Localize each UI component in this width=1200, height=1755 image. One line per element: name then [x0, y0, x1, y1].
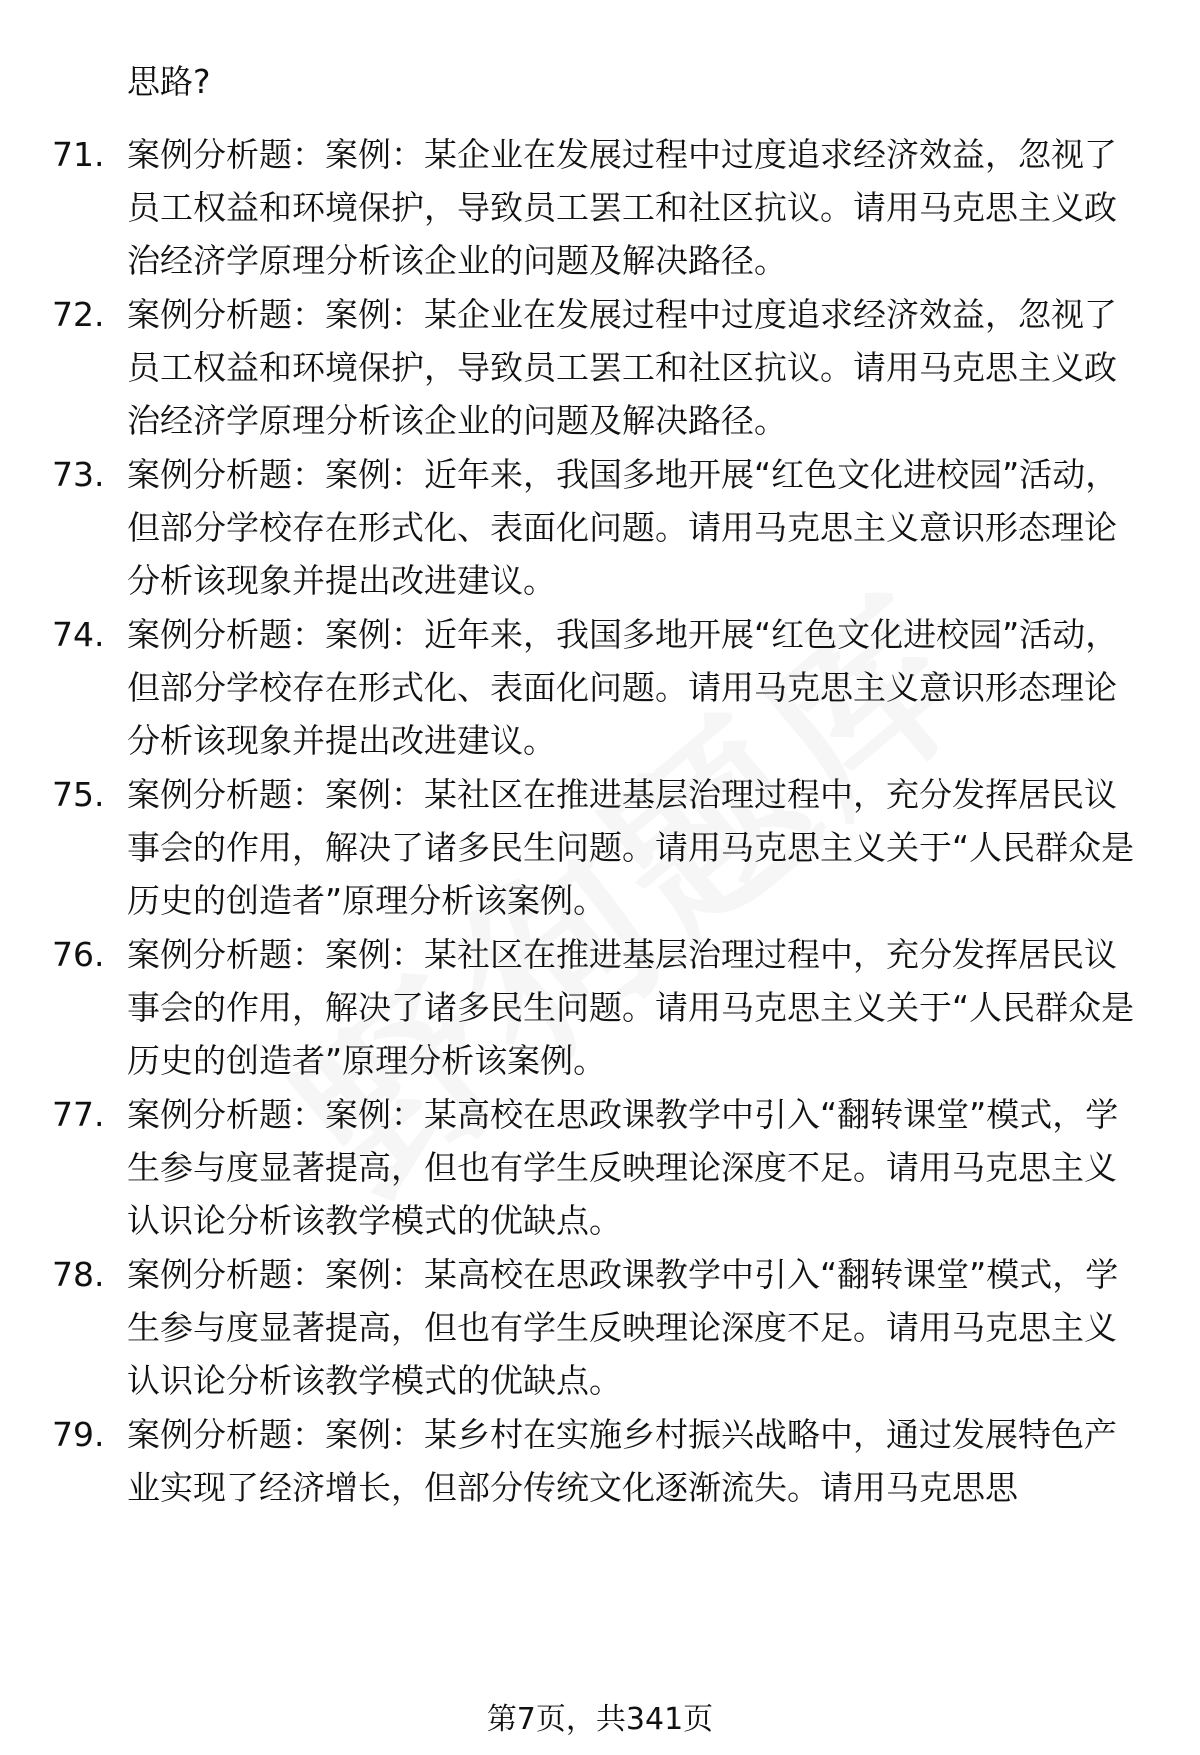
question-text: 案例分析题：案例：某乡村在实施乡村振兴战略中，通过发展特色产业实现了经济增长，但部分传统文化逐渐流失。请用马克思思 [127, 1415, 1117, 1507]
question-number: 78. [52, 1255, 105, 1294]
question-text: 案例分析题：案例：某社区在推进基层治理过程中，充分发挥居民议事会的作用，解决了诸多民生问题。请用马克思主义关于“人民群众是历史的创造者”原理分析该案例。 [127, 775, 1135, 920]
question-text: 案例分析题：案例：近年来，我国多地开展“红色文化进校园”活动，但部分学校存在形式化、表面化问题。请用马克思主义意识形态理论分析该现象并提出改进建议。 [127, 615, 1119, 760]
question-number: 77. [52, 1095, 105, 1134]
question-number: 79. [52, 1415, 105, 1454]
page-footer: 第7页，共341页 [486, 1702, 714, 1737]
question-text: 案例分析题：案例：某企业在发展过程中过度追求经济效益，忽视了员工权益和环境保护，导致员工罢工和社区抗议。请用马克思主义政治经济学原理分析该企业的问题及解决路径。 [127, 295, 1117, 440]
question-number: 73. [52, 455, 105, 494]
question-text: 案例分析题：案例：某高校在思政课教学中引入“翻转课堂”模式，学生参与度显著提高，但也有学生反映理论深度不足。请用马克思主义认识论分析该教学模式的优缺点。 [127, 1255, 1119, 1400]
question-number: 76. [52, 935, 105, 974]
question-number: 71. [52, 135, 105, 174]
question-number: 72. [52, 295, 105, 334]
question-text: 案例分析题：案例：某高校在思政课教学中引入“翻转课堂”模式，学生参与度显著提高，但也有学生反映理论深度不足。请用马克思主义认识论分析该教学模式的优缺点。 [127, 1095, 1119, 1240]
question-number: 75. [52, 775, 105, 814]
question-number: 74. [52, 615, 105, 654]
continued-text: 思路? [127, 62, 211, 101]
question-text: 案例分析题：案例：近年来，我国多地开展“红色文化进校园”活动，但部分学校存在形式化、表面化问题。请用马克思主义意识形态理论分析该现象并提出改进建议。 [127, 455, 1119, 600]
question-text: 案例分析题：案例：某企业在发展过程中过度追求经济效益，忽视了员工权益和环境保护，导致员工罢工和社区抗议。请用马克思主义政治经济学原理分析该企业的问题及解决路径。 [127, 135, 1117, 280]
question-text: 案例分析题：案例：某社区在推进基层治理过程中，充分发挥居民议事会的作用，解决了诸多民生问题。请用马克思主义关于“人民群众是历史的创造者”原理分析该案例。 [127, 935, 1135, 1080]
